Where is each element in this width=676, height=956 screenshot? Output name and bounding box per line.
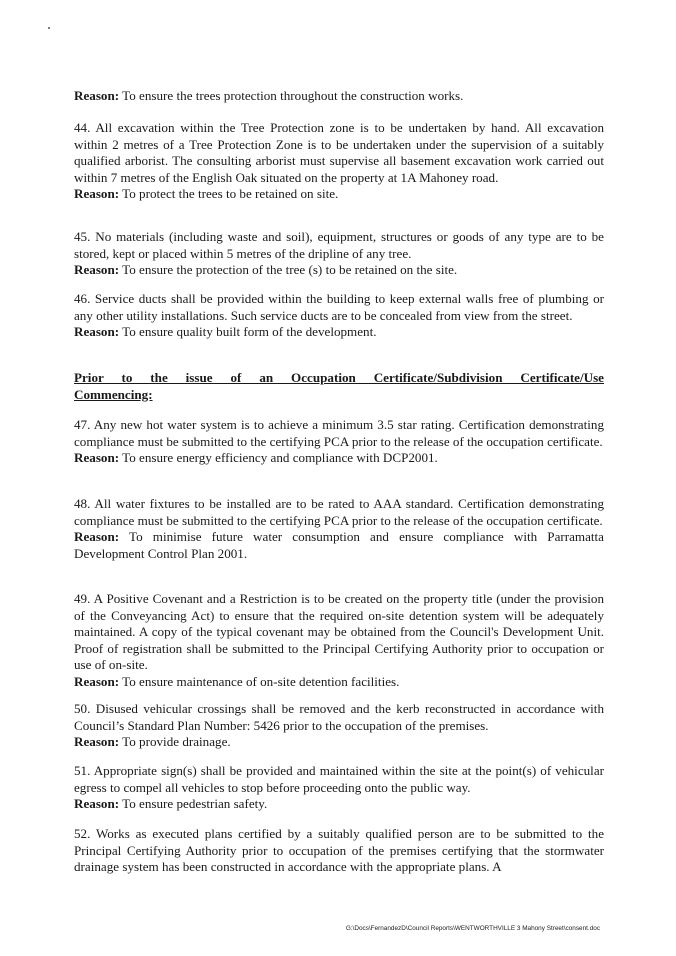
reason-label: Reason:: [74, 186, 120, 202]
reason-text: To provide drainage.: [122, 734, 231, 750]
reason-label: Reason:: [74, 796, 120, 812]
condition-49: [74, 591, 604, 691]
reason-text: To ensure the protection of the tree (s) to be retained on the site.: [122, 262, 458, 278]
reason-label: Reason:: [74, 88, 120, 103]
condition-text: 45. No materials (including waste and soil), equipment, structures or goods of any type are to be stored, kept or placed within 5 metres of the dripline of any tree.: [74, 229, 604, 261]
condition-text: 51. Appropriate sign(s) shall be provided and maintained within the site at the point(s) of vehicular egress to compel all vehicles to stop before proceeding onto the public way.: [74, 763, 604, 795]
condition-46: [74, 291, 604, 341]
footer-file-path: G:\Docs\FernandezD\Council Reports\WENTWORTHVILLE 3 Mahony Street\consent.doc: [345, 925, 600, 932]
condition-text: 50. Disused vehicular crossings shall be removed and the kerb reconstructed in accordance with Council’s Standard Plan Number: 5426 prior to the occupation of the premises.: [74, 701, 604, 733]
reason-text: To ensure pedestrian safety.: [122, 796, 268, 812]
reason-label: Reason:: [74, 262, 120, 278]
reason-text: To ensure maintenance of on-site detention facilities.: [122, 673, 400, 689]
scan-speck: [48, 27, 50, 29]
condition-52: [74, 826, 604, 876]
reason-label: Reason:: [74, 450, 120, 466]
condition-44: [74, 120, 604, 203]
condition-45: [74, 229, 604, 279]
condition-text: 48. All water fixtures to be installed are to be rated to AAA standard. Certification demonstrating compliance must be submitted to the certifying PCA prior to the release of the occupation certificate.: [74, 496, 604, 528]
reason-text: To ensure the trees protection throughout the construction works.: [122, 88, 464, 103]
reason-text: To minimise future water consumption and ensure compliance with Parramatta Development Control Plan 2001.: [74, 529, 604, 561]
reason-text: To ensure quality built form of the development.: [122, 324, 377, 340]
reason-label: Reason:: [74, 673, 120, 689]
condition-text: 46. Service ducts shall be provided within the building to keep external walls free of plumbing or any other utility installations. Such service ducts are to be concealed from view from the street.: [74, 291, 604, 323]
reason-top: [74, 88, 604, 105]
section-heading-line-2: Commencing:: [74, 386, 153, 402]
reason-label: Reason:: [74, 734, 120, 750]
condition-47: [74, 417, 604, 467]
condition-text: 49. A Positive Covenant and a Restriction is to be created on the property title (under the provision of the Conveyancing Act) to ensure that the required on-site detention system will be adequately maintained. A copy of the typical covenant may be obtained from the Council's Development Unit. Proof of registration shall be submitted to the Principal Certifying Authority prior to occupation or use of on-site.: [74, 591, 604, 673]
reason-label: Reason:: [74, 324, 120, 340]
reason-label: Reason:: [74, 529, 120, 545]
condition-text: 47. Any new hot water system is to achieve a minimum 3.5 star rating. Certification demonstrating compliance must be submitted to the certifying PCA prior to the release of the occupation certificate.: [74, 417, 604, 449]
section-heading: [74, 370, 604, 403]
condition-48: [74, 496, 604, 562]
condition-51: [74, 763, 604, 813]
condition-text: 44. All excavation within the Tree Protection zone is to be undertaken by hand. All excavation within 2 metres of a Tree Protection Zone is to be undertaken under the supervision of a suitably qualified arborist. The consulting arborist must supervise all basement excavation work carried out within 7 metres of the English Oak situated on the property at 1A Mahoney road.: [74, 120, 604, 185]
reason-text: To ensure energy efficiency and compliance with DCP2001.: [122, 450, 438, 466]
section-heading-line-1: Prior to the issue of an Occupation Certificate/Subdivision Certificate/Use: [74, 370, 604, 385]
reason-text: To protect the trees to be retained on site.: [122, 186, 339, 202]
condition-50: [74, 701, 604, 751]
condition-text: 52. Works as executed plans certified by a suitably qualified person are to be submitted to the Principal Certifying Authority prior to occupation of the premises certifying that the stormwater drainage system has been constructed in accordance with the appropriate plans. A: [74, 826, 604, 875]
